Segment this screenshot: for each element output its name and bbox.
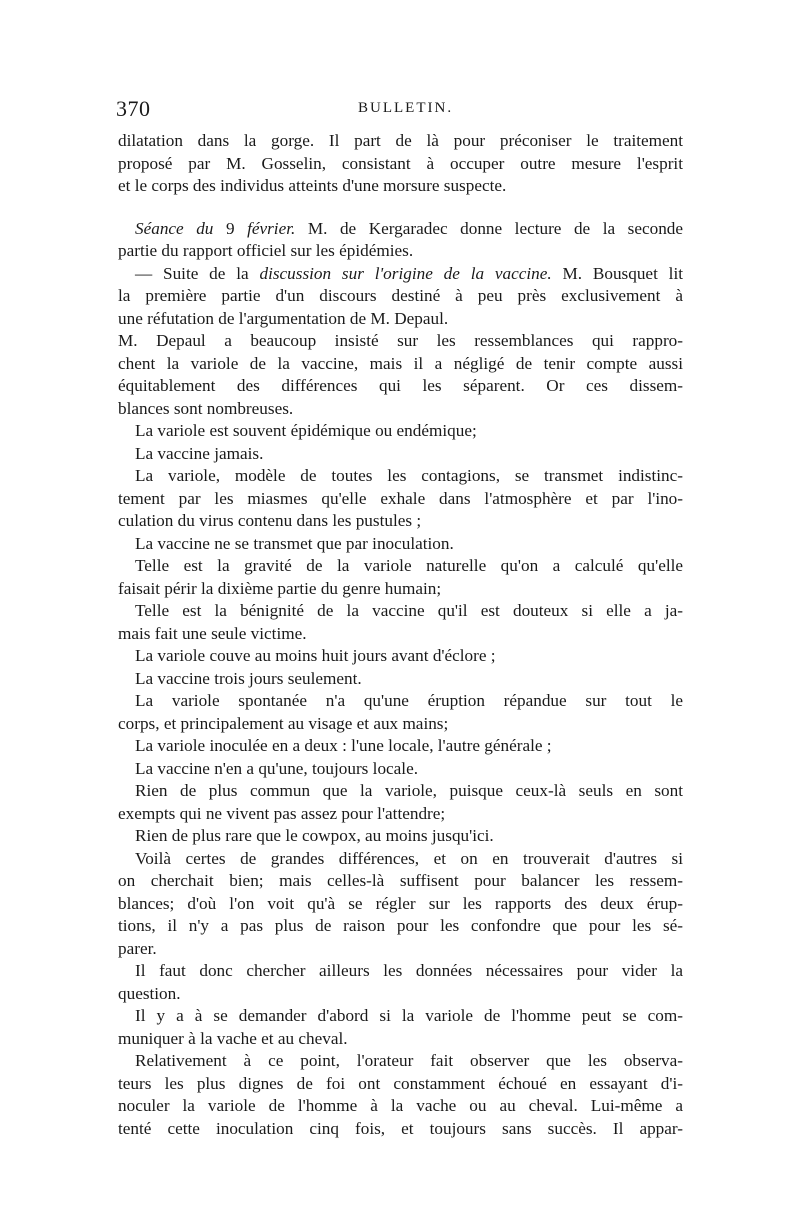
text-line: M. Depaul a beaucoup insisté sur les ressemblances qui rappro-: [118, 331, 683, 350]
text-line: [118, 218, 683, 241]
text-line: question.: [118, 983, 181, 1003]
text-line: équitablement des différences qui les séparent. Or ces dissem-: [118, 376, 683, 395]
italic-text: discussion sur l'origine de la vaccine.: [259, 263, 552, 283]
page-number: 370: [116, 96, 151, 121]
text-line: tions, il n'y a pas plus de raison pour les confondre que pour les sé-: [118, 916, 683, 935]
paragraph-gap: [118, 198, 683, 218]
text-line: dilatation dans la gorge. Il part de là pour préconiser le traitement: [118, 131, 683, 150]
text-line: La vaccine trois jours seulement.: [135, 668, 362, 688]
text-line: La vaccine ne se transmet que par inoculation.: [135, 533, 454, 553]
text-line: Rien de plus commun que la variole, puisque ceux-là seuls en sont: [135, 781, 683, 800]
text-line: La vaccine n'en a qu'une, toujours locale.: [135, 758, 418, 778]
text-line: on cherchait bien; mais celles-là suffisent pour balancer les ressem-: [118, 871, 683, 890]
text-line: La variole couve au moins huit jours avant d'éclore ;: [135, 646, 496, 665]
text-line: Telle est la bénignité de la vaccine qu'il est douteux si elle a ja-: [135, 601, 683, 620]
text-line: une réfutation de l'argumentation de M. Depaul.: [118, 308, 449, 328]
text-line: culation du virus contenu dans les pustules ;: [118, 511, 422, 530]
text-span: — Suite de la: [135, 263, 260, 283]
text-line: la première partie d'un discours destiné à peu près exclusivement à: [118, 286, 683, 305]
text-line: teurs les plus dignes de foi ont constamment échoué en essayant d'i-: [118, 1073, 683, 1093]
text-line: Telle est la gravité de la variole naturelle qu'on a calculé qu'elle: [135, 556, 683, 575]
text-line: La variole inoculée en a deux : l'une locale, l'autre générale ;: [135, 736, 552, 755]
text-line: partie du rapport officiel sur les épidémies.: [118, 241, 414, 260]
text-line: La variole, modèle de toutes les contagions, se transmet indistinc-: [135, 466, 683, 485]
text-line: Relativement à ce point, l'orateur fait observer que les observa-: [135, 1051, 683, 1070]
text-span: 9: [213, 218, 248, 238]
text-line: chent la variole de la vaccine, mais il a négligé de tenir compte aussi: [118, 353, 683, 373]
text-line: La vaccine jamais.: [135, 443, 264, 463]
running-head: BULLETIN.: [358, 100, 454, 116]
text-line: exempts qui ne vivent pas assez pour l'attendre;: [118, 803, 446, 823]
text-line: faisait périr la dixième partie du genre humain;: [118, 578, 442, 598]
text-line: Il faut donc chercher ailleurs les données nécessaires pour vider la: [135, 961, 683, 980]
text-line: et le corps des individus atteints d'une morsure suspecte.: [118, 176, 507, 195]
text-line: Rien de plus rare que le cowpox, au moins jusqu'ici.: [135, 826, 494, 845]
text-line: tenté cette inoculation cinq fois, et toujours sans succès. Il appar-: [118, 1118, 683, 1138]
italic-text: février.: [247, 218, 296, 238]
text-line: proposé par M. Gosselin, consistant à occuper outre mesure l'esprit: [118, 153, 683, 173]
document-page: [118, 96, 683, 1140]
text-line: noculer la variole de l'homme à la vache ou au cheval. Lui-même a: [118, 1096, 683, 1115]
text-line: La variole spontanée n'a qu'une éruption répandue sur tout le: [135, 691, 683, 710]
text-line: muniquer à la vache et au cheval.: [118, 1028, 348, 1048]
body-text: [118, 130, 683, 1140]
text-line: Il y a à se demander d'abord si la variole de l'homme peut se com-: [135, 1006, 683, 1025]
italic-text: Séance du: [135, 218, 214, 238]
text-line: Voilà certes de grandes différences, et on en trouverait d'autres si: [135, 848, 683, 868]
text-span: M. Bousquet lit: [551, 263, 683, 283]
text-line: mais fait une seule victime.: [118, 623, 307, 643]
text-line: tement par les miasmes qu'elle exhale dans l'atmosphère et par l'ino-: [118, 488, 683, 508]
text-line: blances; d'où l'on voit qu'à se régler sur les rapports des deux érup-: [118, 893, 683, 913]
text-line: La variole est souvent épidémique ou endémique;: [135, 421, 477, 440]
text-line: [118, 263, 683, 286]
text-line: blances sont nombreuses.: [118, 398, 294, 418]
text-line: corps, et principalement au visage et aux mains;: [118, 713, 449, 733]
page-header: [118, 96, 683, 126]
text-line: parer.: [118, 938, 157, 958]
text-span: M. de Kergaradec donne lecture de la seconde: [295, 218, 683, 238]
